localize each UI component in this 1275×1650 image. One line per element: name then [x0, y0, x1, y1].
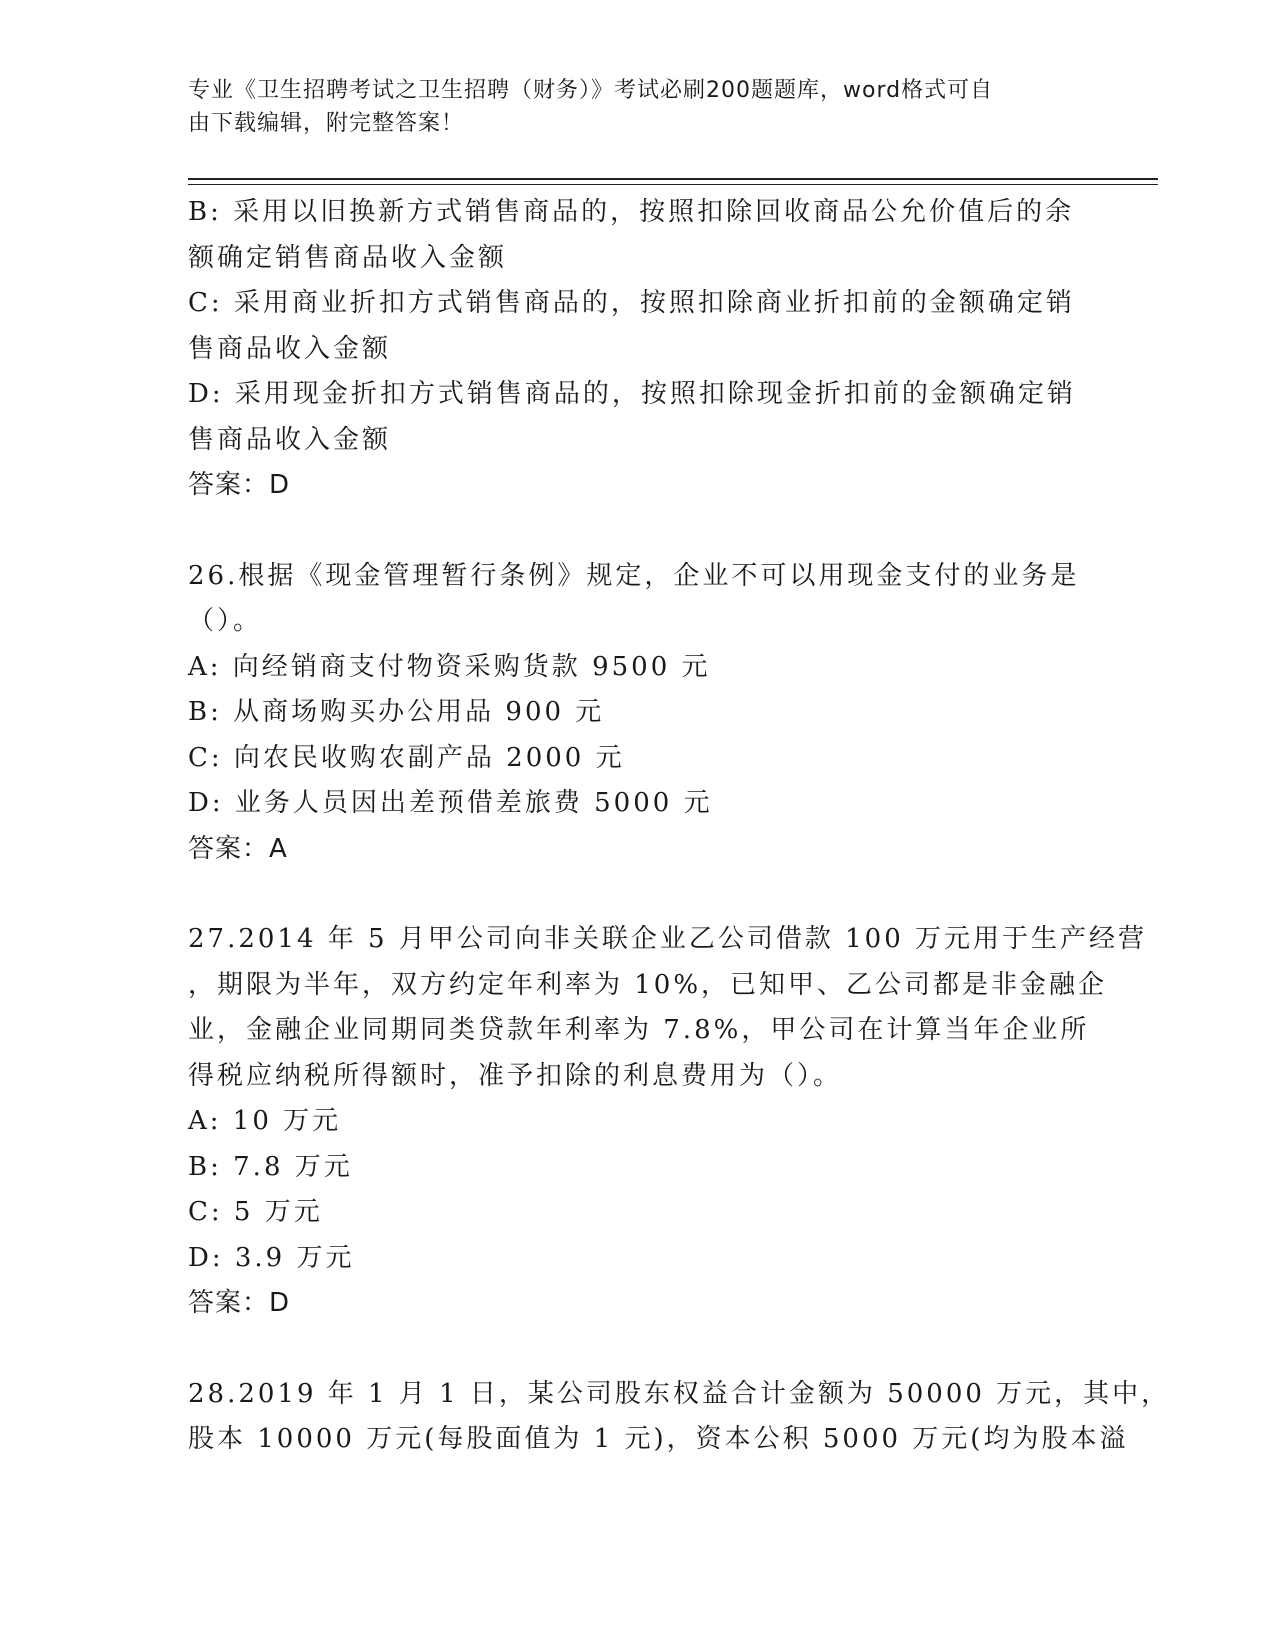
header-line-1: 专业《卫生招聘考试之卫生招聘（财务）》考试必刷200题题库，word格式可自: [188, 78, 994, 103]
q27-stem-line4: 得税应纳税所得额时，准予扣除的利息费用为（）。: [188, 1060, 843, 1091]
question-28: [188, 1372, 1171, 1463]
q27-option-d: D: 3.9 万元: [188, 1242, 355, 1273]
q28-stem-line1: 28.2019 年 1 月 1 日，某公司股东权益合计金额为 50000 万元，其中，: [188, 1378, 1171, 1409]
q26-option-d: D: 业务人员因出差预借差旅费 5000 元: [188, 788, 713, 818]
q26-option-b: B: 从商场购买办公用品 900 元: [188, 697, 605, 727]
q25-option-b-line1: B: 采用以旧换新方式销售商品的，按照扣除回收商品公允价值后的余: [188, 197, 1075, 227]
spacer: [188, 872, 1088, 917]
q27-option-a: A: 10 万元: [188, 1106, 342, 1136]
q27-stem-line2: ，期限为半年，双方约定年利率为 10%，已知甲、乙公司都是非金融企: [188, 969, 1108, 1000]
question-body: [188, 190, 1171, 1463]
q26-stem-line2: （）。: [188, 606, 263, 636]
q26-option-c: C: 向农民收购农副产品 2000 元: [188, 742, 625, 773]
q28-stem-line2: 股本 10000 万元(每股面值为 1 元)，资本公积 5000 万元(均为股本溢: [188, 1424, 1129, 1454]
q25-option-c-line2: 售商品收入金额: [188, 333, 392, 364]
q25-option-c-line1: C: 采用商业折扣方式销售商品的，按照扣除商业折扣前的金额确定销: [188, 288, 1075, 318]
question-26: [188, 554, 1088, 873]
spacer: [188, 1327, 1088, 1372]
q27-stem-line1: 27.2014 年 5 月甲公司向非关联企业乙公司借款 100 万元用于生产经营: [188, 924, 1148, 954]
q26-stem-line1: 26.根据《现金管理暂行条例》规定，企业不可以用现金支付的业务是: [188, 560, 1080, 591]
document-header: [188, 74, 1068, 140]
question-27: [188, 917, 1148, 1327]
q25-option-b-line2: 额确定销售商品收入金额: [188, 242, 508, 273]
header-divider-thick: [188, 178, 1158, 180]
header-divider-thin: [188, 184, 1158, 185]
q27-option-b: B: 7.8 万元: [188, 1151, 353, 1182]
q26-option-a: A: 向经销商支付物资采购货款 9500 元: [188, 651, 711, 682]
q27-stem-line3: 业，金融企业同期同类贷款年利率为 7.8%，甲公司在计算当年企业所: [188, 1015, 1090, 1045]
q27-answer: 答案：D: [188, 1288, 291, 1318]
question-25: [188, 190, 1088, 509]
header-line-2: 由下载编辑，附完整答案！: [188, 111, 465, 136]
q25-option-d-line2: 售商品收入金额: [188, 424, 392, 455]
q25-answer: 答案：D: [188, 470, 291, 500]
q26-answer: 答案：A: [188, 833, 288, 864]
q25-option-d-line1: D: 采用现金折扣方式销售商品的，按照扣除现金折扣前的金额确定销: [188, 379, 1076, 409]
spacer: [188, 509, 1088, 554]
q27-option-c: C: 5 万元: [188, 1197, 323, 1227]
